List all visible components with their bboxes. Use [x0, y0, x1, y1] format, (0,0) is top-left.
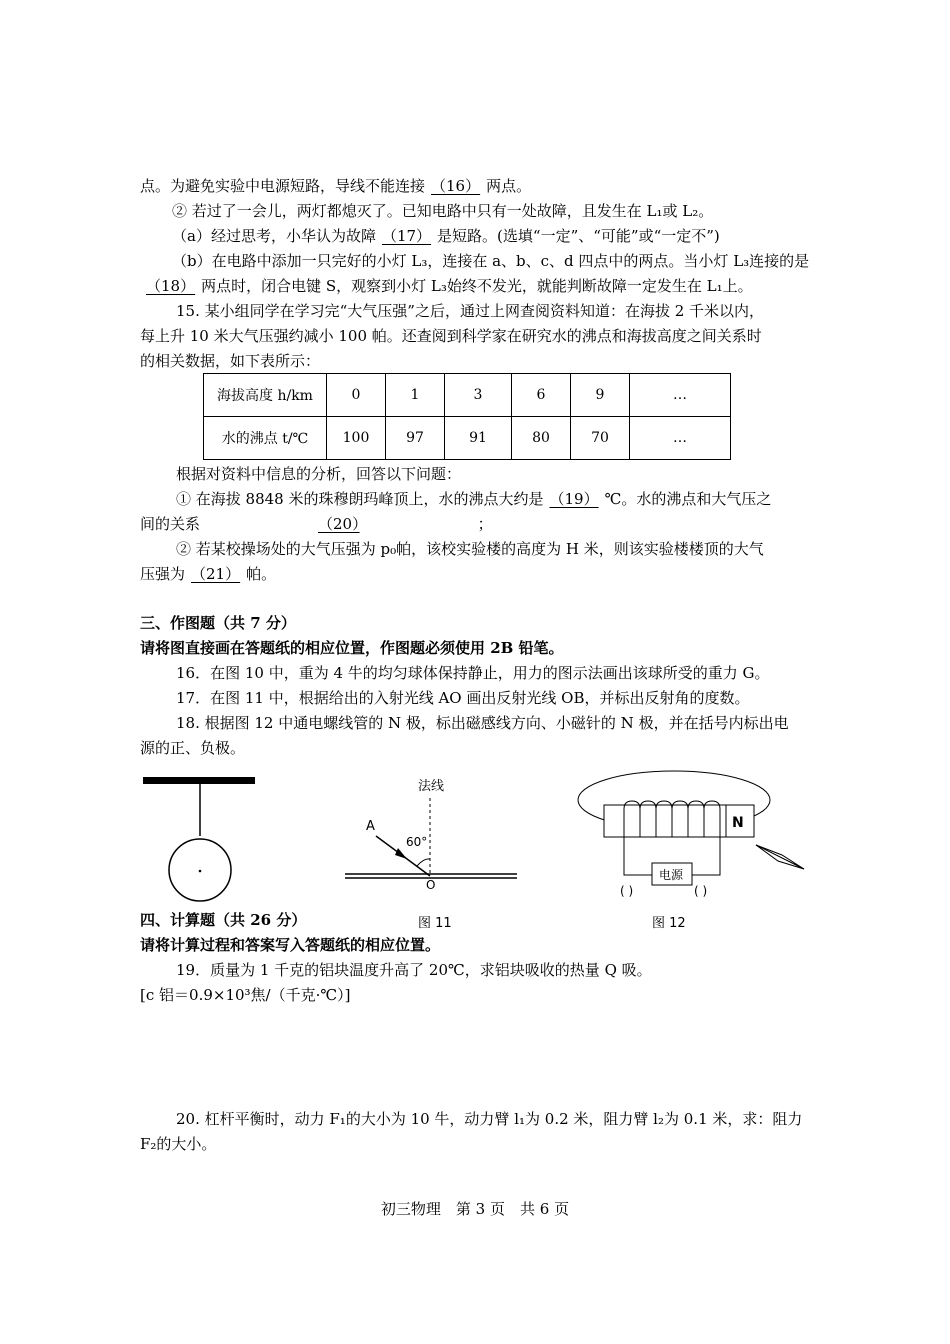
table-row: 水的沸点 t/℃ 100 97 91 80 70 …	[204, 417, 731, 460]
blank-20: （20）	[318, 515, 360, 533]
section3-title: 三、作图题（共 7 分）	[140, 614, 296, 632]
q20-line1: 20. 杠杆平衡时，动力 F₁的大小为 10 牛，动力臂 l₁为 0.2 米，阻力臂 l₂为 0.1 米，求：阻力	[176, 1110, 803, 1128]
q16: 16．在图 10 中，重为 4 牛的均匀球体保持静止，用力的图示法画出该球所受的重力 G。	[176, 664, 770, 682]
boiling-point-table	[203, 373, 731, 460]
q19: 19．质量为 1 千克的铝块温度升高了 20℃，求铝块吸收的热量 Q 吸。	[176, 961, 652, 979]
power-source-label: 电源	[659, 868, 684, 882]
blank-16: （16）	[431, 177, 481, 195]
north-pole-label: N	[732, 815, 744, 831]
normal-label: 法线	[418, 779, 445, 794]
q15-line1: 15. 某小组同学在学习完“大气压强”之后，通过上网查阅资料知道：在海拔 2 千米以内，	[176, 302, 765, 320]
blank-19: （19）	[549, 490, 599, 508]
figure-12-caption: 图 12	[652, 916, 686, 931]
q17: 17．在图 11 中，根据给出的入射光线 AO 画出反射光线 OB，并标出反射角的度数。	[176, 689, 750, 707]
ball-center-dot	[199, 870, 202, 873]
point-a-label: A	[366, 819, 375, 834]
wire-right	[692, 837, 720, 875]
blank-17: （17）	[381, 227, 432, 245]
q18-line2: 源的正、负极。	[140, 739, 246, 757]
table-row: 海拔高度 h/km 0 1 3 6 9 …	[204, 374, 731, 417]
blank-18: （18）	[146, 277, 196, 295]
q15-line5: ① 在海拔 8848 米的珠穆朗玛峰顶上，水的沸点大约是 （19） ℃。水的沸点和大气压之	[176, 490, 772, 508]
q14-line4: （b）在电路中添加一只完好的小灯 L₃，连接在 a、b、c、d 四点中的两点。当小灯 L₃连接的是	[172, 252, 810, 270]
q15-line7: ② 若某校操场处的大气压强为 p₀帕，该校实验楼的高度为 H 米，则该实验楼楼顶的大气	[176, 540, 764, 558]
left-terminal-paren: ( )	[620, 884, 634, 898]
q14-line5: （18） 两点时，闭合电键 S，观察到小灯 L₃始终不发光，就能判断故障一定发生在 L₁上。	[140, 274, 812, 298]
q18-line1: 18. 根据图 12 中通电螺线管的 N 极，标出磁感线方向、小磁针的 N 极，并在括号内标出电	[176, 714, 789, 732]
blank-21: （21）	[191, 565, 241, 583]
compass-needle-half-b	[756, 845, 804, 869]
q19-constant: [c 铝＝0.9×10³焦/（千克·℃）]	[140, 986, 351, 1004]
figure-11-caption: 图 11	[418, 916, 452, 931]
q15-line8: 压强为 （21） 帕。	[140, 565, 277, 583]
row-label-altitude: 海拔高度 h/km	[204, 374, 327, 417]
figure-10	[140, 770, 270, 910]
row-label-boiling: 水的沸点 t/℃	[204, 417, 327, 460]
q15-line2: 每上升 10 米大气压强约减小 100 帕。还查阅到科学家在研究水的沸点和海拔高度之间关系时	[140, 327, 762, 345]
wire-left	[624, 837, 652, 875]
section3-note: 请将图直接画在答题纸的相应位置，作图题必须使用 2B 铅笔。	[140, 639, 564, 657]
angle-label: 60°	[406, 835, 428, 849]
right-terminal-paren: ( )	[694, 884, 708, 898]
q15-line3: 的相关数据，如下表所示：	[140, 352, 321, 370]
section4-title: 四、计算题（共 26 分）	[140, 911, 307, 929]
point-o-label: O	[426, 878, 436, 892]
angle-arc	[417, 859, 430, 866]
ceiling-bar	[143, 777, 255, 784]
figure-11	[340, 770, 525, 895]
q15-line6: 间的关系 （20） ；	[140, 515, 493, 533]
page-footer: 初三物理 第 3 页 共 6 页	[380, 1200, 570, 1218]
section4-note: 请将计算过程和答案写入答题纸的相应位置。	[140, 936, 441, 954]
q14-line2: ② 若过了一会儿，两灯都熄灭了。已知电路中只有一处故障，且发生在 L₁或 L₂。	[172, 202, 714, 220]
q14-line3: （a）经过思考，小华认为故障 （17） 是短路。(选填“一定”、“可能”或“一定不”)	[172, 227, 720, 245]
q14-line1: 点。为避免实验中电源短路，导线不能连接 （16） 两点。	[140, 177, 532, 195]
figure-12	[574, 765, 814, 910]
q15-line4: 根据对资料中信息的分析，回答以下问题：	[176, 465, 462, 483]
q20-line2: F₂的大小。	[140, 1135, 217, 1153]
incident-arrow-icon	[395, 848, 407, 859]
